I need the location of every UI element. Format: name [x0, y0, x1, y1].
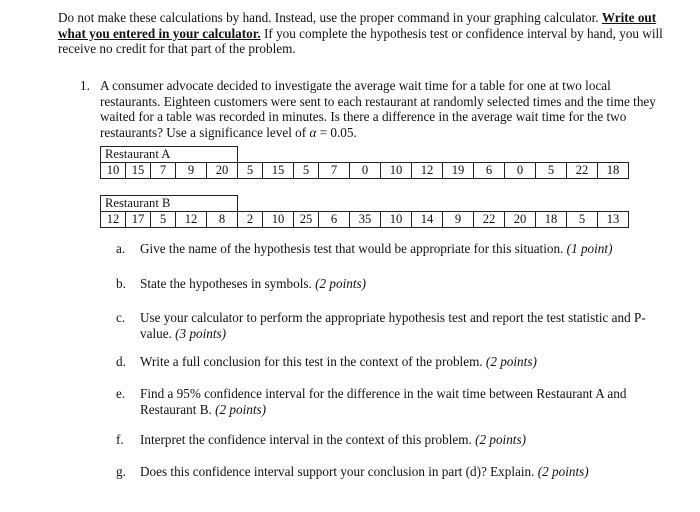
question-letter: b.	[116, 276, 126, 291]
value-cell: 5	[151, 212, 176, 228]
question-text	[140, 464, 656, 480]
value-cell: 35	[350, 212, 381, 228]
restaurant-b-label: Restaurant B	[101, 196, 238, 212]
value-cell: 5	[536, 163, 567, 179]
question-body: Find a 95% confidence interval for the difference in the wait time between Restaurant A and Restaurant B.	[140, 386, 627, 417]
value-cell: 5	[294, 163, 319, 179]
question-letter: g.	[116, 464, 126, 479]
restaurant-b-table	[100, 195, 629, 228]
alpha-symbol: α	[309, 124, 317, 140]
question-points: (2 points)	[315, 276, 367, 291]
question-points: (2 points)	[215, 401, 267, 417]
problem-statement	[100, 78, 670, 140]
instructions-text: Do not make these calculations by hand. Instead, use the proper command in your graphing calculator.	[58, 10, 599, 25]
restaurant-b-values-row	[101, 212, 629, 228]
instructions-text-continued: If you complete the hypothesis test or confidence interval by hand, you will receive no credit for that part of the problem.	[58, 25, 663, 56]
question-body: Interpret the confidence interval in the context of this problem.	[140, 432, 476, 447]
value-cell: 10	[263, 212, 294, 228]
question-points: (1 point)	[566, 241, 613, 256]
value-cell: 2	[238, 212, 263, 228]
question-text	[140, 310, 656, 341]
value-cell: 9	[443, 212, 474, 228]
question-points: (3 points)	[175, 325, 227, 341]
question-points: (2 points)	[475, 432, 526, 447]
value-cell: 17	[126, 212, 151, 228]
problem-number: 1.	[80, 78, 90, 93]
value-cell: 10	[101, 163, 126, 179]
value-cell: 14	[412, 212, 443, 228]
question-points: (2 points)	[485, 354, 537, 369]
question-letter: c.	[116, 310, 126, 325]
value-cell: 6	[474, 163, 505, 179]
value-cell: 0	[350, 163, 381, 179]
value-cell: 12	[101, 212, 126, 228]
alpha-value: = 0.05.	[316, 124, 357, 140]
value-cell: 18	[536, 212, 567, 228]
question-f	[116, 432, 656, 448]
question-d	[116, 354, 656, 370]
value-cell: 15	[263, 163, 294, 179]
value-cell: 12	[176, 212, 207, 228]
value-cell: 18	[598, 163, 629, 179]
value-cell: 5	[238, 163, 263, 179]
value-cell: 19	[443, 163, 474, 179]
question-g	[116, 464, 656, 480]
value-cell: 20	[505, 212, 536, 228]
value-cell: 12	[412, 163, 443, 179]
instructions-emphasis: Write out what you entered in your calculator.	[58, 10, 657, 41]
restaurant-a-header-row	[101, 147, 629, 163]
question-e	[116, 386, 656, 417]
question-c	[116, 310, 656, 341]
value-cell: 22	[567, 163, 598, 179]
value-cell: 22	[474, 212, 505, 228]
question-b	[116, 276, 656, 292]
question-points: (2 points)	[537, 464, 589, 479]
question-letter: a.	[116, 241, 126, 256]
value-cell: 7	[319, 163, 350, 179]
question-body: Use your calculator to perform the appropriate hypothesis test and report the test statistic and P-value.	[140, 310, 646, 341]
restaurant-a-table	[100, 146, 629, 179]
value-cell: 0	[505, 163, 536, 179]
question-letter: e.	[116, 386, 126, 401]
restaurant-b-header-row	[101, 196, 629, 212]
value-cell: 9	[176, 163, 207, 179]
question-letter: f.	[116, 432, 124, 447]
value-cell: 10	[381, 212, 412, 228]
question-body: Write a full conclusion for this test in the context of the problem.	[140, 354, 486, 369]
question-letter: d.	[116, 354, 126, 369]
restaurant-a-values-row	[101, 163, 629, 179]
question-text	[140, 354, 656, 370]
value-cell: 13	[598, 212, 629, 228]
value-cell: 8	[207, 212, 238, 228]
value-cell: 25	[294, 212, 319, 228]
value-cell: 15	[126, 163, 151, 179]
value-cell: 6	[319, 212, 350, 228]
value-cell: 5	[567, 212, 598, 228]
restaurant-a-label: Restaurant A	[101, 147, 238, 163]
question-body: Give the name of the hypothesis test that would be appropriate for this situation.	[140, 241, 567, 256]
value-cell: 20	[207, 163, 238, 179]
problem-1	[80, 78, 670, 140]
instructions-paragraph	[58, 10, 678, 57]
value-cell: 7	[151, 163, 176, 179]
question-text	[140, 241, 656, 257]
question-text	[140, 276, 656, 292]
question-body: Does this confidence interval support your conclusion in part (d)? Explain.	[140, 464, 538, 479]
question-body: State the hypotheses in symbols.	[140, 276, 316, 291]
question-a	[116, 241, 656, 257]
value-cell: 10	[381, 163, 412, 179]
question-text	[140, 432, 656, 448]
question-text	[140, 386, 656, 417]
problem-text: A consumer advocate decided to investigate the average wait time for a table for one at two local restaurants. Eighteen customers were sent to each restaurant at randomly selected times and the time they waited for a table was recorded in minutes. Is there a difference in the average wait time for the two restaurants? Use a significance level of	[100, 78, 656, 140]
